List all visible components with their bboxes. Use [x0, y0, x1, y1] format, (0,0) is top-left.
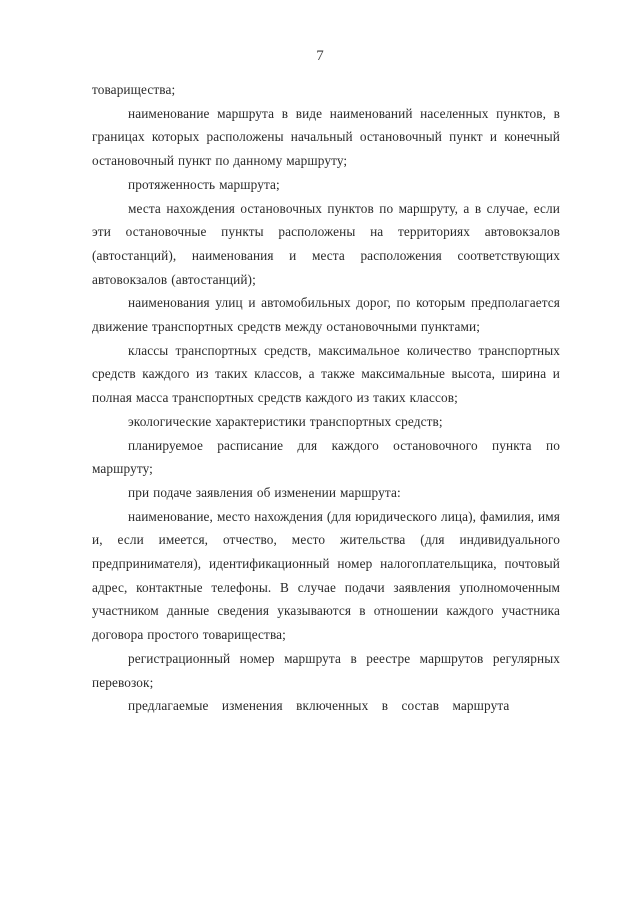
paragraph-stop-locations: места нахождения остановочных пунктов по маршруту, а в случае, если эти остановочные пункты расположены на территориях автовокзалов (автостанций), наименования и места расположения соответствующих автовокзалов (автостанций); [92, 200, 560, 287]
paragraph-route-length: протяженность маршрута; [128, 176, 280, 192]
document-body [92, 78, 560, 718]
paragraph-route-name: наименование маршрута в виде наименований населенных пунктов, в границах которых расположены начальный остановочный пункт и конечный остановочный пункт по данному маршруту; [92, 105, 560, 169]
paragraph-planned-schedule: планируемое расписание для каждого остановочного пункта по маршруту; [92, 437, 560, 477]
paragraph-change-application: при подаче заявления об изменении маршрута: [128, 484, 401, 500]
paragraph-continuation: товарищества; [92, 82, 176, 97]
paragraph-registration-number: регистрационный номер маршрута в реестре маршрутов регулярных перевозок; [92, 650, 560, 690]
paragraph-streets-roads: наименования улиц и автомобильных дорог, по которым предполагается движение транспортных средств между остановочными пунктами; [92, 295, 560, 335]
paragraph-applicant-details: наименование, место нахождения (для юридического лица), фамилия, имя и, если имеется, отчество, место жительства (для индивидуального предпринимателя), идентификационный номер налогоплательщика, почтовый адрес, контактные телефоны. В случае подачи заявления уполномоченным участником данные сведения указываются в отношении каждого участника договора простого товарищества; [92, 508, 560, 643]
page-number: 7 [316, 48, 324, 64]
paragraph-vehicle-classes: классы транспортных средств, максимальное количество транспортных средств каждого из таких классов, а также максимальные высота, ширина и полная масса транспортных средств каждого из таких классов; [92, 342, 560, 406]
paragraph-ecological-characteristics: экологические характеристики транспортных средств; [128, 413, 443, 429]
paragraph-proposed-changes: предлагаемые изменения включенных в состав маршрута [128, 698, 510, 714]
